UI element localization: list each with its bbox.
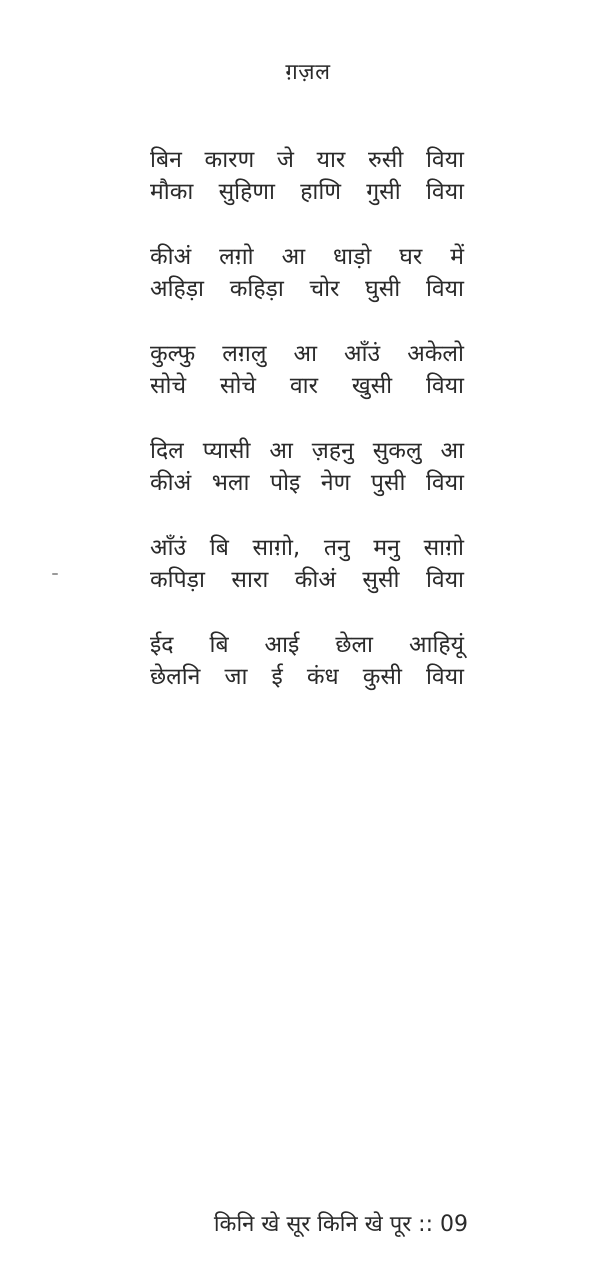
poem-line: बिन कारण जे यार रुसी विया — [150, 147, 464, 173]
stanza-6 — [150, 629, 464, 693]
poem-line: कुल्फु लग़लु आ आँउं अकेलो — [150, 341, 464, 367]
page-footer: किनि खे सूर किनि खे पूर :: 09 — [213, 1212, 468, 1237]
poem-line: अहिड़ा कहिड़ा चोर घुसी विया — [150, 276, 464, 302]
scan-speck — [52, 573, 58, 575]
poem-line: कीअं भला पोइ नेण पुसी विया — [150, 470, 464, 496]
stanza-2 — [150, 241, 464, 305]
poem-line: ईद बि आई छेला आहियूं — [150, 632, 464, 658]
poem-line: दिल प्यासी आ ज़हनु सुकलु आ — [150, 438, 464, 464]
poem-line: आँउं बि साग़ो, तनु मनु साग़ो — [150, 535, 464, 561]
stanza-3 — [150, 338, 464, 402]
poem-line: कपिड़ा सारा कीअं सुसी विया — [150, 567, 464, 593]
stanza-5 — [150, 532, 464, 596]
poem-line: कीअं लग़ो आ धाड़ो घर में — [150, 244, 464, 270]
poem-line: मौका सुहिणा हाणि गुसी विया — [150, 179, 464, 205]
stanza-1 — [150, 144, 464, 208]
poem-line: सोचे सोचे वार खुसी विया — [150, 373, 464, 399]
poem-body — [150, 144, 464, 726]
stanza-4 — [150, 435, 464, 499]
poem-line: छेलनि जा ई कंध कुसी विया — [150, 664, 464, 690]
poem-title: ग़ज़ल — [285, 60, 331, 85]
